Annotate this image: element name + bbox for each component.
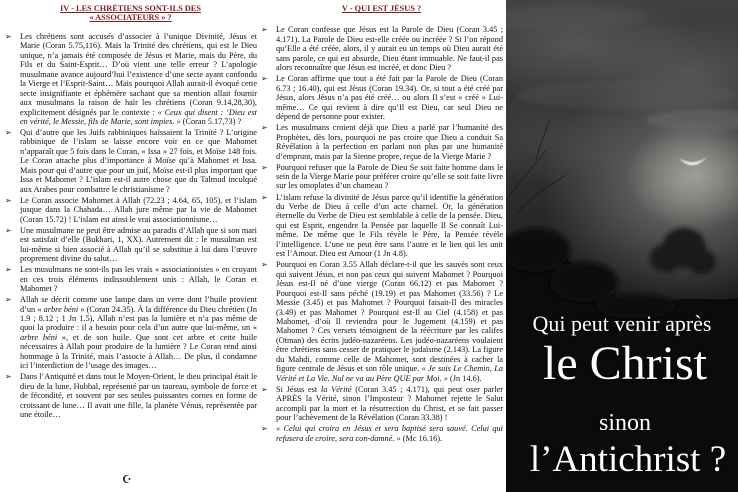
arrowhead-bullet-icon: [261, 74, 268, 83]
bullet-emphasis: arbre béni: [20, 332, 58, 342]
panel-qui-est-jesus: [260, 4, 503, 490]
bullet-item: [4, 32, 257, 127]
bullet-item: [4, 196, 257, 224]
bullet-item: [260, 193, 503, 259]
arrowhead-bullet-icon: [5, 372, 12, 381]
arrowhead-bullet-icon: [261, 385, 268, 394]
bullet-quote: « Ceux qui disent : ‘Dieu est en vérité, le Messie, fils de Marie, sont impies. »: [20, 107, 257, 126]
arrowhead-bullet-icon: [261, 424, 268, 433]
bullet-item: [4, 128, 257, 194]
bullet-text: Le Coran affirme que tout a été fait par la Parole de Dieu (Coran 6.73 ; 16.40), qui est Jésus (Coran 19.34). Or, si tout a été créé par Jésus, alors Jésus n’a pas été créé… ou alors Il s’est « créé » Lui-même… Ce qui revient à dire qu’Il est Dieu, car seul Dieu ne dépend de personne pour exister.: [276, 74, 503, 122]
arrowhead-bullet-icon: [5, 196, 12, 205]
heading-line-1: IV - LES CHRÉTIENS SONT-ILS DES: [60, 4, 201, 13]
bullet-text: Les musulmans ne sont-ils pas les vrais « associationistes » en croyant en ces trois éléments indissoublement unis : Allah, le Coran et Mahomet ?: [20, 265, 257, 294]
bullet-item: [260, 25, 503, 72]
arrowhead-bullet-icon: [5, 265, 12, 274]
bullet-text: (Jn 14.6).: [447, 373, 482, 383]
crescent-moon-icon: [679, 157, 707, 165]
bullet-emphasis: arbre béni: [43, 304, 79, 314]
bullet-emphasis: la Vérité: [320, 384, 352, 394]
bullet-text: Le Coran associe Mahomet à Allah (72.23 ; 4.64, 65, 105), et l’islam jusque dans la Chahada… Allah jure même par la vie de Mahomet (Coran 15.72) ! L’islam est ainsi le vrai associationnisme…: [20, 195, 257, 224]
arrowhead-bullet-icon: [261, 123, 268, 132]
bullet-text: Le Coran confesse que Jésus est la Parole de Dieu (Coran 3.45 ; 4.171). La Parole de Dieu est-elle créée ou incréée ? Si l’on répond qu’Elle a été créée, alors, il y aurait eu un temps où Dieu aurait été sans parole, ce qui est absurde, Dieu étant immuable. Ne faut-il pas alors reconnaître que Jésus est incréé, et donc Dieu ?: [276, 25, 503, 73]
cover-title-line-2: le Christ: [543, 337, 707, 390]
bullet-text: Pourquoi en Coran 3.55 Allah déclare-t-il que les sauvés sont ceux qui suivent Jésus, et non pas ceux qui suivent Mahomet ? Pourquoi Jésus est-Il né d’une vierge (Coran 66.12) et pas Mahomet ? Pourquoi est-Il sans péché (19.19) et pas Mahomet (33.56) ? Le Messie (3.45) et pas Mahomet ? Pourquoi faisait-Il des miracles (3.49) et pas Mahomet ? Pourquoi est-Il au Ciel (4.158) et pas Mahomet, d’où Il reviendra pour le Jugement (4.159) et pas Mahomet ? Ces versets témoignent de la réécriture par les califes (Otman) des écrits judéo-nazaréens. Les judéo-nazaréens voulaient être chrétiens sans cesser de pratiquer le judaïsme (2.143). La figure du Mahdi, comme celle de Mahomet, sont destinées à cacher la figure centrale de Jésus et son rôle unique.: [276, 260, 503, 374]
bullet-text: Une musulmane ne peut être admise au paradis d’Allah que si son mari est satisfait d’elle (Bukhari, 1, XX). Autrement dit : le musulman est lui-même si bien associé à Allah qu’il se substitue à lui dans l’œuvre proprement divine du salut…: [20, 225, 257, 264]
cover-title-line-3: sinon: [598, 410, 651, 436]
star-and-crescent-icon: [122, 474, 132, 486]
bullet-text: Allah se décrit comme une lampe dans un verre dont l’huile provient d’un «: [20, 295, 257, 314]
bullet-item: [4, 372, 257, 419]
panel-associateurs: [4, 4, 257, 490]
arrowhead-bullet-icon: [5, 295, 12, 304]
bullet-text: Les musulmans croient déjà que Dieu a parlé par l’humanité des Prophètes, dès lors, pourquoi ne pas croire que Dieu a conduit Sa Révélation à la perfection en parlant non plus par une humanité d’emprunt, mais par la Sienne propre, reçue de la Vierge Marie ?: [276, 123, 503, 161]
bullet-text: (Mc 16.16).: [400, 433, 443, 443]
bullet-item: [260, 123, 503, 161]
bullet-quote: « Je suis Le Chemin, La Vérité et La Vie. Nul ne va au Père QUE par Moi. »: [276, 364, 503, 383]
bullet-text: Dans l’Antiquité et dans tout le Moyen-Orient, le dieu principal était le dieu de la lune, Hubbal, représenté par un taureau, symbole de force et de fécondité, et souvent par ses seules puissantes cornes en forme de croissant de lune… Il avait une fille, la planète Vénus, représentée par une étoile…: [20, 372, 257, 420]
bullet-list: [4, 32, 257, 420]
bullet-text: », et de son huile. Que sont cet arbre et cette huile nécessaires à Allah pour produire de la lumière ? Le Coran rend ainsi hommage à la Trinité, mais l’associe à Allah… De plus, il condamne ici l’interdiction de l’usage des images…: [20, 332, 257, 371]
bullet-item: [260, 163, 503, 191]
bullet-text: Qui d’autre que les Juifs rabbiniques haïssaient la Trinité ? L’origine rabbinique de l’islam se laisse encore voir en ce que Mahomet n’apparaît que 5 fois dans le Coran, « Issa » 27 fois, et Moïse 148 fois. Le Coran attache plus d’importance à Moïse qu’à Mahomet et Issa. Mais pour qui d’autre que pour un juif, Moïse est-il plus important que Issa et Mahomet ? L’islam est-il autre chose que du Talmud inculqué aux Arabes pour combattre le christianisme ?: [20, 128, 257, 194]
arrowhead-bullet-icon: [5, 32, 12, 41]
bullet-text: (Coran 5.17,73) ?: [180, 116, 242, 126]
arrowhead-bullet-icon: [261, 193, 268, 202]
bullet-quote: « Celui qui croira en Jésus et sera baptisé sera sauvé. Celui qui refusera de croire, sera con-damné. »: [276, 424, 503, 443]
bullet-text: Si Jésus est: [276, 384, 321, 394]
panel-iv-heading: [4, 4, 257, 23]
arrowhead-bullet-icon: [5, 128, 12, 137]
bullet-text: (Coran 3.45 ; 4.171), qui peut oser parler APRÈS la Vérité, sinon l’Imposteur ? Mahomet rejette le Salut accompli par la mort et la résurrection du Christ, et se fait passer pour l’achèvement de la Révélation (Coran 33.38) !: [276, 384, 503, 423]
bullet-text: Les chrétiens sont accusés d’associer à l’unique Divinité, Jésus et Marie (Coran 5.75,116). Mais la Trinité des chrétiens, qui est le Dieu unique, n’a jamais été composée de Jésus et Marie, mais du Père, du Fils et du Saint-Esprit… D’où vient une telle erreur ? L’apologie musulmane avance aujourd’hui l’existence d’une secte ayant confondu la Vierge et l’Esprit-Saint… Mais pourquoi Allah aurait-il évoqué cette secte insignifiante et éphémère sachant que sa mention allait fournir aux musulmans la raison de haïr les chrétiens (Coran 9.14,28,30), explicitement désignés par le contexte :: [20, 31, 257, 117]
bullet-list: [260, 25, 503, 443]
bullet-item: [260, 74, 503, 121]
bullet-text: L’islam refuse la divinité de Jésus parce qu’il identifie la génération du Verbe de Dieu à celle d’un acte charnel. Or, la génération éternelle du Verbe de Dieu est semblable à celle de la pensée. Dieu, qui est Esprit, engendre la Pensée par laquelle Il Se connaît Lui-même. De même que le Fils révèle le Père, la Pensée révèle l’intelligence. L’une ne peut être sans l’autre et le lien qui les unit est l’Amour. Dieu est Amour (1 Jn 4.8).: [276, 192, 503, 259]
panel-v-heading: [260, 4, 503, 13]
heading-line: V - QUI EST JÉSUS ?: [341, 4, 422, 13]
cover-title-line-1: Qui peut venir après: [532, 311, 712, 336]
heading-line-2: « ASSOCIATEURS » ?: [89, 13, 172, 23]
bullet-item: [260, 424, 503, 443]
arrowhead-bullet-icon: [5, 226, 12, 235]
bullet-item: [4, 265, 257, 293]
cover-title-line-4: l’Antichrist ?: [529, 439, 727, 480]
bullet-item: [4, 226, 257, 264]
bullet-text: Pourquoi refuser que la Parole de Dieu Se soit faite homme dans le sein de la Vierge Marie pour préférer croire qu’elle se soit faite livre sur les omoplates d’un chameau ?: [276, 162, 503, 191]
arrowhead-bullet-icon: [261, 163, 268, 172]
bullet-item: [260, 385, 503, 423]
bullet-text: » (Coran 24.35). À la différence du Dieu chrétien (Jn 1.9 ; 8.12 ; 1 Jn 1.5), Allah n’est pas la lumière et n’a pas même de quoi la produire : il a besoin pour cela d’un autre que lui-même, un «: [20, 304, 257, 333]
bullet-item: [4, 295, 257, 371]
bullet-item: [260, 260, 503, 383]
arrowhead-bullet-icon: [261, 260, 268, 269]
cover-panel: [506, 0, 738, 492]
arrowhead-bullet-icon: [261, 25, 268, 34]
